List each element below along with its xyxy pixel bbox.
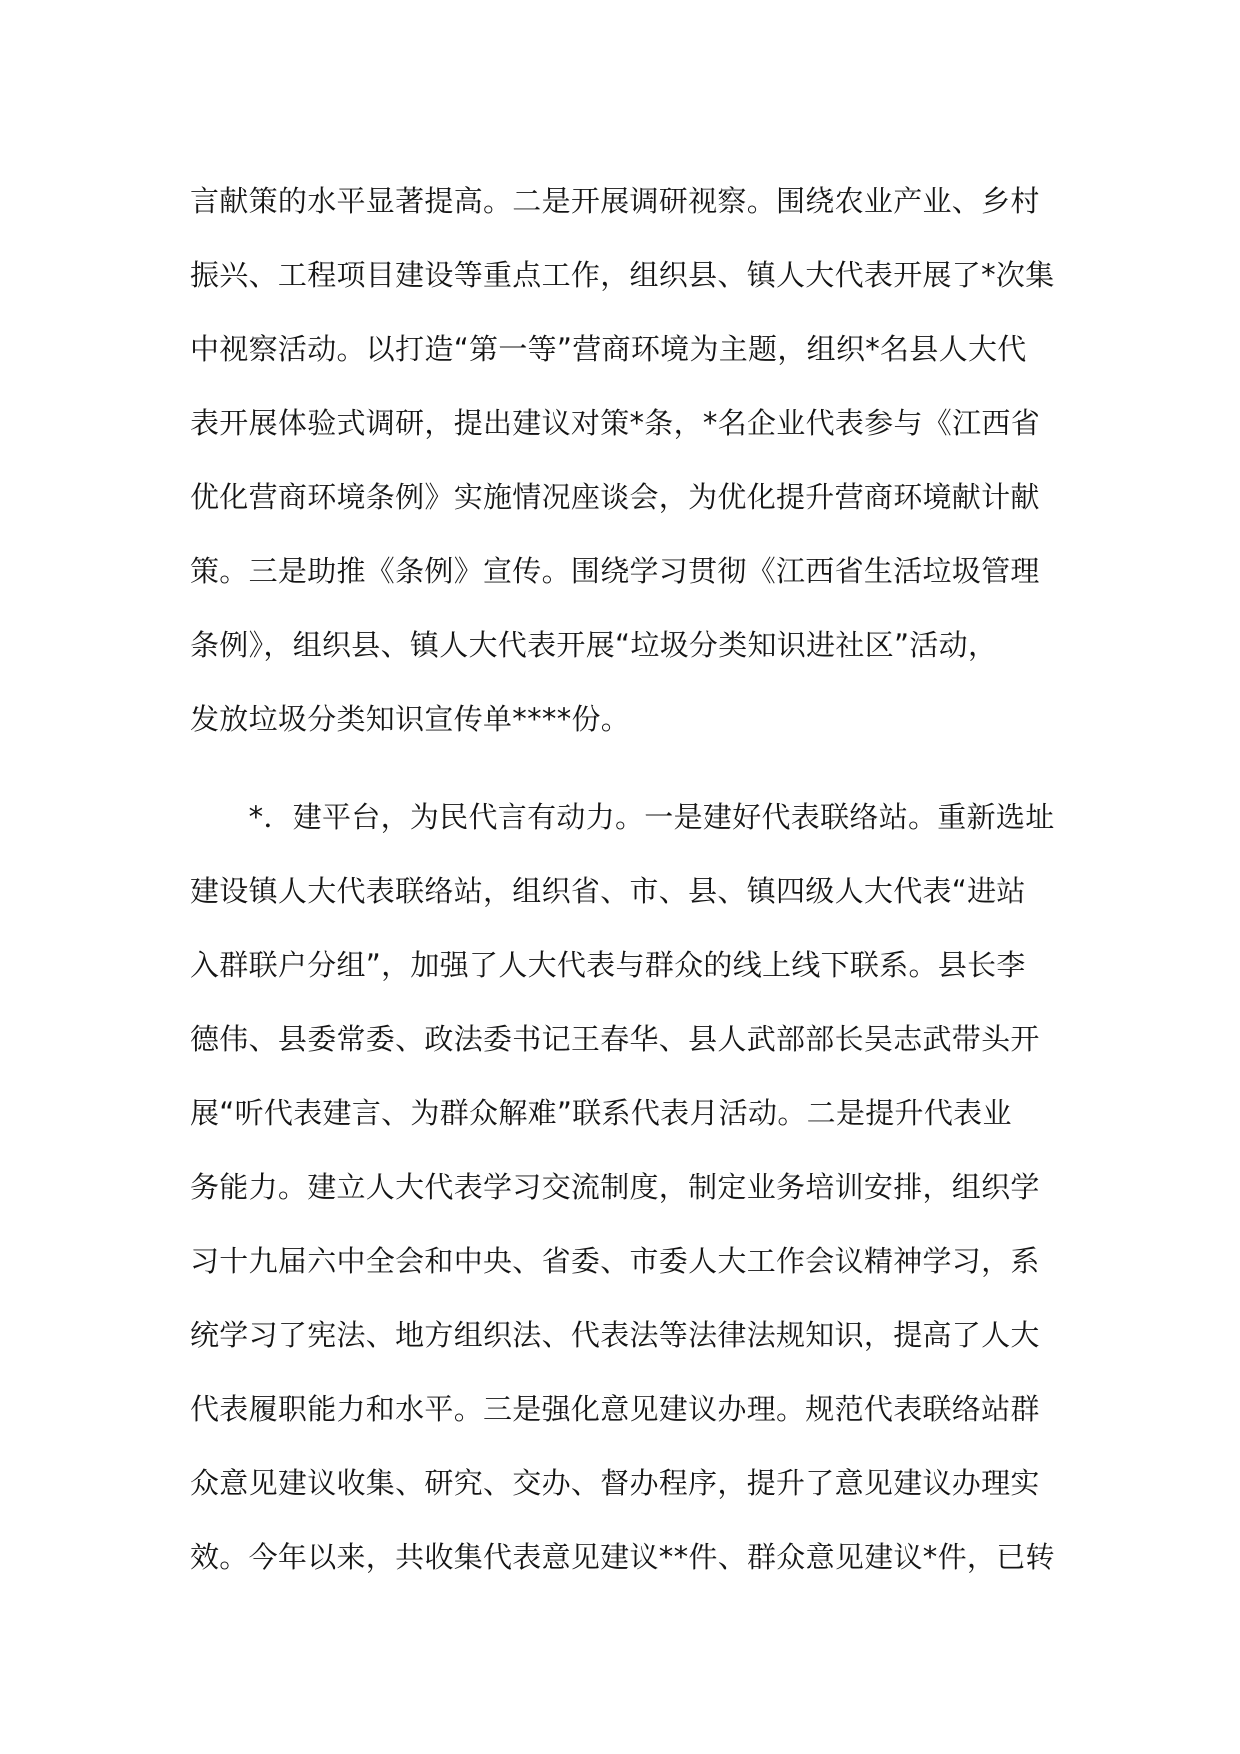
text-line: 入群联户分组”，加强了人大代表与群众的线上线下联系。县长李: [190, 948, 1026, 982]
text-line: 优化营商环境条例》实施情况座谈会，为优化提升营商环境献计献: [190, 480, 1040, 514]
text-line: 中视察活动。以打造“第一等”营商环境为主题，组织*名县人大代: [190, 332, 1027, 366]
text-line: 德伟、县委常委、政法委书记王春华、县人武部部长吴志武带头开: [190, 1022, 1040, 1056]
text-line: *．建平台，为民代言有动力。一是建好代表联络站。重新选址: [190, 800, 1055, 834]
text-line: 发放垃圾分类知识宣传单****份。: [190, 702, 631, 736]
text-line: 统学习了宪法、地方组织法、代表法等法律法规知识，提高了人大: [190, 1318, 1040, 1352]
paragraph-2: [190, 780, 1060, 1594]
text-line: 展“听代表建言、为群众解难”联系代表月活动。二是提升代表业: [190, 1096, 1012, 1130]
text-line: 习十九届六中全会和中央、省委、市委人大工作会议精神学习，系: [190, 1244, 1040, 1278]
text-line: 振兴、工程项目建设等重点工作，组织县、镇人大代表开展了*次集: [190, 258, 1055, 292]
text-line: 策。三是助推《条例》宣传。围绕学习贯彻《江西省生活垃圾管理: [190, 554, 1040, 588]
text-line: 效。今年以来，共收集代表意见建议**件、群众意见建议*件，已转: [190, 1540, 1055, 1574]
text-line: 表开展体验式调研，提出建议对策*条，*名企业代表参与《江西省: [190, 406, 1041, 440]
text-line: 条例》，组织县、镇人大代表开展“垃圾分类知识进社区”活动，: [190, 628, 998, 662]
text-line: 众意见建议收集、研究、交办、督办程序，提升了意见建议办理实: [190, 1466, 1040, 1500]
paragraph-1: [190, 164, 1060, 756]
text-line: 务能力。建立人大代表学习交流制度，制定业务培训安排，组织学: [190, 1170, 1040, 1204]
text-line: 代表履职能力和水平。三是强化意见建议办理。规范代表联络站群: [190, 1392, 1040, 1426]
text-line: 建设镇人大代表联络站，组织省、市、县、镇四级人大代表“进站: [190, 874, 1026, 908]
text-line: 言献策的水平显著提高。二是开展调研视察。围绕农业产业、乡村: [190, 184, 1040, 218]
